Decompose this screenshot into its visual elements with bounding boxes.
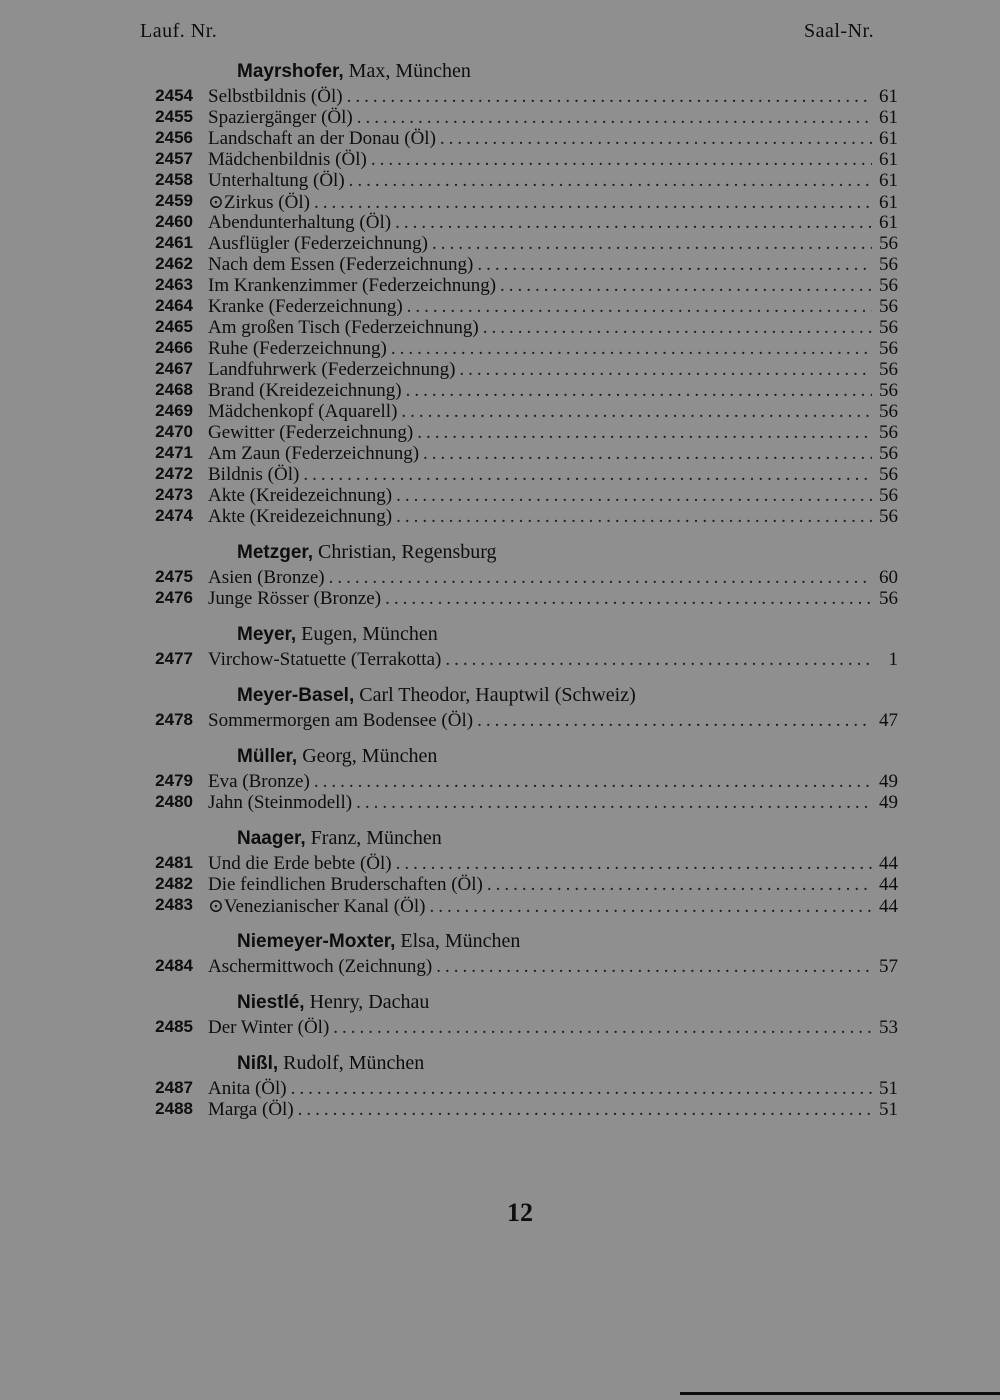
dot-leader <box>429 896 872 918</box>
artist-heading <box>0 58 1000 86</box>
catalog-entry <box>0 296 1000 317</box>
entry-line <box>208 443 898 465</box>
entry-line <box>208 191 898 214</box>
entry-title: Akte (Kreidezeichnung) <box>208 506 393 527</box>
artist-detail: Franz, München <box>305 827 442 849</box>
artist-name <box>237 1052 424 1075</box>
dot-leader <box>445 649 872 671</box>
entry-title: Der Winter (Öl) <box>208 1017 330 1038</box>
entry-title: Mädchenbildnis (Öl) <box>208 149 367 170</box>
entry-number: 2458 <box>155 170 193 189</box>
dot-leader <box>396 853 872 875</box>
entry-room-number: 56 <box>879 485 898 506</box>
catalog-entry <box>0 401 1000 422</box>
entry-room-number: 61 <box>879 128 898 149</box>
entry-line <box>208 874 898 896</box>
entry-room-number: 44 <box>879 896 898 917</box>
artist-surname: Nißl, <box>237 1053 279 1074</box>
entry-line <box>208 107 898 129</box>
entry-number: 2487 <box>155 1078 193 1097</box>
entry-room-number: 49 <box>879 771 898 792</box>
dot-leader <box>487 874 872 896</box>
artist-surname: Mayrshofer, <box>237 61 344 82</box>
entry-room-number: 56 <box>879 317 898 338</box>
entry-title: Mädchenkopf (Aquarell) <box>208 401 398 422</box>
entry-line <box>208 317 898 339</box>
entry-title: Landschaft an der Donau (Öl) <box>208 128 436 149</box>
catalog-entry <box>0 1078 1000 1099</box>
catalog-entry <box>0 359 1000 380</box>
dot-leader <box>417 422 872 444</box>
entry-line <box>208 86 898 108</box>
entry-room-number: 1 <box>888 649 898 670</box>
column-header-room-number: Saal-Nr. <box>804 20 875 42</box>
entry-number: 2463 <box>155 275 193 294</box>
dot-leader <box>395 212 872 234</box>
catalog-entry <box>0 1017 1000 1038</box>
dot-leader <box>440 128 872 150</box>
artist-detail: Carl Theodor, Hauptwil (Schweiz) <box>354 684 636 706</box>
entry-number: 2467 <box>155 359 193 378</box>
entry-number: 2476 <box>155 588 193 607</box>
entry-room-number: 56 <box>879 254 898 275</box>
catalog-entry <box>0 233 1000 254</box>
artist-name <box>237 60 471 83</box>
catalog-entry <box>0 191 1000 212</box>
entry-room-number: 61 <box>879 192 898 213</box>
catalog-entry <box>0 506 1000 527</box>
dot-leader <box>385 588 872 610</box>
artist-detail: Christian, Regensburg <box>313 541 497 563</box>
entry-title: Virchow-Statuette (Terrakotta) <box>208 649 442 670</box>
entry-room-number: 56 <box>879 401 898 422</box>
dot-leader <box>347 86 872 108</box>
artist-name <box>237 623 438 646</box>
entry-line <box>208 464 898 486</box>
entry-title: Nach dem Essen (Federzeichnung) <box>208 254 474 275</box>
entry-line <box>208 506 898 528</box>
entry-title: ⊙Venezianischer Kanal (Öl) <box>208 896 426 917</box>
entry-line <box>208 233 898 255</box>
catalog-entry <box>0 107 1000 128</box>
entry-number: 2465 <box>155 317 193 336</box>
catalog-entry <box>0 588 1000 609</box>
dot-leader <box>406 380 872 402</box>
entry-room-number: 44 <box>879 874 898 895</box>
entry-room-number: 61 <box>879 107 898 128</box>
dot-leader <box>314 192 872 214</box>
catalog-entry <box>0 170 1000 191</box>
dot-leader <box>436 956 872 978</box>
catalog-entry <box>0 771 1000 792</box>
dot-leader <box>423 443 872 465</box>
entry-line <box>208 128 898 150</box>
entry-number: 2479 <box>155 771 193 790</box>
entry-title: Und die Erde bebte (Öl) <box>208 853 392 874</box>
entry-line <box>208 792 898 814</box>
artist-surname: Metzger, <box>237 542 314 563</box>
dot-leader <box>477 710 872 732</box>
entry-number: 2474 <box>155 506 193 525</box>
entry-room-number: 56 <box>879 359 898 380</box>
entry-title: Am großen Tisch (Federzeichnung) <box>208 317 479 338</box>
entry-number: 2481 <box>155 853 193 872</box>
catalog-entry <box>0 380 1000 401</box>
artist-heading <box>0 539 1000 567</box>
entry-line <box>208 170 898 192</box>
catalog-entry <box>0 710 1000 731</box>
column-header-running-number: Lauf. Nr. <box>140 20 218 42</box>
dot-leader <box>401 401 872 423</box>
entry-room-number: 53 <box>879 1017 898 1038</box>
entry-title: Landfuhrwerk (Federzeichnung) <box>208 359 456 380</box>
entry-line <box>208 212 898 234</box>
dot-leader <box>371 149 872 171</box>
entry-number: 2455 <box>155 107 193 126</box>
artist-heading <box>0 1050 1000 1078</box>
entry-title: Marga (Öl) <box>208 1099 294 1120</box>
entry-title: Jahn (Steinmodell) <box>208 792 353 813</box>
entry-number: 2483 <box>155 895 193 914</box>
dot-leader <box>329 567 872 589</box>
artist-heading <box>0 743 1000 771</box>
catalog-entry <box>0 338 1000 359</box>
artist-name <box>237 827 442 850</box>
catalog-entry <box>0 853 1000 874</box>
entry-line <box>208 1017 898 1039</box>
artist-surname: Naager, <box>237 828 306 849</box>
dot-leader <box>500 275 872 297</box>
entry-title: Asien (Bronze) <box>208 567 325 588</box>
artist-heading <box>0 621 1000 649</box>
entry-room-number: 60 <box>879 567 898 588</box>
dot-leader <box>391 338 872 360</box>
entry-number: 2454 <box>155 86 193 105</box>
entry-line <box>208 275 898 297</box>
entry-number: 2466 <box>155 338 193 357</box>
entry-line <box>208 710 898 732</box>
entry-number: 2470 <box>155 422 193 441</box>
entry-line <box>208 401 898 423</box>
entry-title: Gewitter (Federzeichnung) <box>208 422 414 443</box>
entry-title: Die feindlichen Bruderschaften (Öl) <box>208 874 483 895</box>
catalog-entry <box>0 149 1000 170</box>
dot-leader <box>298 1099 872 1121</box>
entry-line <box>208 1078 898 1100</box>
artist-detail: Elsa, München <box>395 930 521 952</box>
entry-title: Akte (Kreidezeichnung) <box>208 485 393 506</box>
entry-title: Sommermorgen am Bodensee (Öl) <box>208 710 474 731</box>
dot-leader <box>477 254 872 276</box>
entry-title: Abendunterhaltung (Öl) <box>208 212 392 233</box>
artist-heading <box>0 825 1000 853</box>
entry-number: 2462 <box>155 254 193 273</box>
catalog-entry <box>0 567 1000 588</box>
dot-leader <box>349 170 872 192</box>
entry-number: 2457 <box>155 149 193 168</box>
entry-room-number: 44 <box>879 853 898 874</box>
entry-title: Spaziergänger (Öl) <box>208 107 353 128</box>
entry-number: 2461 <box>155 233 193 252</box>
entry-room-number: 56 <box>879 296 898 317</box>
entry-room-number: 49 <box>879 792 898 813</box>
entry-number: 2473 <box>155 485 193 504</box>
artist-surname: Müller, <box>237 746 298 767</box>
dot-leader <box>356 792 872 814</box>
dot-leader <box>396 506 872 528</box>
artist-surname: Meyer, <box>237 624 297 645</box>
entry-room-number: 56 <box>879 443 898 464</box>
dot-leader <box>432 233 872 255</box>
catalog-entry <box>0 212 1000 233</box>
catalog-entry <box>0 254 1000 275</box>
entry-number: 2471 <box>155 443 193 462</box>
catalog-entry <box>0 128 1000 149</box>
entry-line <box>208 649 898 671</box>
artist-heading <box>0 928 1000 956</box>
entry-title: Ausflügler (Federzeichnung) <box>208 233 429 254</box>
artist-surname: Niestlé, <box>237 992 305 1013</box>
entry-line <box>208 338 898 360</box>
entry-title: Brand (Kreidezeichnung) <box>208 380 402 401</box>
artist-name <box>237 684 636 707</box>
entry-room-number: 56 <box>879 380 898 401</box>
entry-number: 2459 <box>155 191 193 210</box>
entry-number: 2482 <box>155 874 193 893</box>
entry-number: 2469 <box>155 401 193 420</box>
entry-title: Selbstbildnis (Öl) <box>208 86 343 107</box>
dot-leader <box>483 317 872 339</box>
entry-line <box>208 771 898 793</box>
dot-leader <box>291 1078 872 1100</box>
catalog-entry <box>0 422 1000 443</box>
entry-line <box>208 956 898 978</box>
catalog-entry <box>0 649 1000 670</box>
bottom-rule <box>680 1392 1000 1395</box>
entry-number: 2485 <box>155 1017 193 1036</box>
entry-line <box>208 254 898 276</box>
artist-name <box>237 541 497 564</box>
entry-room-number: 51 <box>879 1078 898 1099</box>
entry-title: ⊙Zirkus (Öl) <box>208 192 310 213</box>
entry-line <box>208 422 898 444</box>
artist-detail: Henry, Dachau <box>304 991 430 1013</box>
catalog-entry <box>0 895 1000 916</box>
artist-detail: Eugen, München <box>296 623 438 645</box>
entry-number: 2480 <box>155 792 193 811</box>
artist-surname: Meyer-Basel, <box>237 685 355 706</box>
entry-line <box>208 485 898 507</box>
entry-room-number: 56 <box>879 338 898 359</box>
catalog-entry <box>0 792 1000 813</box>
catalog-entry <box>0 485 1000 506</box>
entry-room-number: 57 <box>879 956 898 977</box>
entry-number: 2468 <box>155 380 193 399</box>
catalog-entry <box>0 1099 1000 1120</box>
entry-line <box>208 588 898 610</box>
entry-number: 2478 <box>155 710 193 729</box>
entry-line <box>208 380 898 402</box>
entry-number: 2472 <box>155 464 193 483</box>
artist-surname: Niemeyer-Moxter, <box>237 931 396 952</box>
entry-room-number: 61 <box>879 86 898 107</box>
entry-number: 2484 <box>155 956 193 975</box>
entry-line <box>208 1099 898 1121</box>
entry-line <box>208 359 898 381</box>
entry-room-number: 47 <box>879 710 898 731</box>
catalog-entry <box>0 956 1000 977</box>
artist-heading <box>0 989 1000 1017</box>
entry-room-number: 56 <box>879 422 898 443</box>
dot-leader <box>333 1017 872 1039</box>
catalog-listing <box>0 58 1000 1120</box>
entry-room-number: 61 <box>879 170 898 191</box>
dot-leader <box>357 107 872 129</box>
dot-leader <box>314 771 872 793</box>
artist-name <box>237 930 520 953</box>
entry-title: Eva (Bronze) <box>208 771 310 792</box>
entry-number: 2456 <box>155 128 193 147</box>
entry-room-number: 56 <box>879 464 898 485</box>
artist-heading <box>0 682 1000 710</box>
entry-room-number: 61 <box>879 212 898 233</box>
catalog-entry <box>0 443 1000 464</box>
entry-title: Kranke (Federzeichnung) <box>208 296 403 317</box>
entry-line <box>208 149 898 171</box>
catalog-entry <box>0 86 1000 107</box>
page-number: 12 <box>507 1198 533 1227</box>
entry-room-number: 61 <box>879 149 898 170</box>
entry-number: 2464 <box>155 296 193 315</box>
entry-line <box>208 296 898 318</box>
entry-line <box>208 853 898 875</box>
entry-room-number: 56 <box>879 233 898 254</box>
entry-room-number: 56 <box>879 275 898 296</box>
entry-title: Aschermittwoch (Zeichnung) <box>208 956 433 977</box>
entry-line <box>208 567 898 589</box>
artist-detail: Max, München <box>343 60 471 82</box>
entry-room-number: 56 <box>879 506 898 527</box>
artist-detail: Rudolf, München <box>278 1052 425 1074</box>
entry-title: Anita (Öl) <box>208 1078 287 1099</box>
entry-room-number: 51 <box>879 1099 898 1120</box>
artist-name <box>237 991 429 1014</box>
dot-leader <box>407 296 872 318</box>
entry-title: Am Zaun (Federzeichnung) <box>208 443 420 464</box>
artist-name <box>237 745 437 768</box>
entry-number: 2475 <box>155 567 193 586</box>
catalog-entry <box>0 464 1000 485</box>
entry-title: Im Krankenzimmer (Federzeichnung) <box>208 275 497 296</box>
entry-title: Junge Rösser (Bronze) <box>208 588 382 609</box>
entry-number: 2477 <box>155 649 193 668</box>
entry-title: Unterhaltung (Öl) <box>208 170 345 191</box>
entry-number: 2488 <box>155 1099 193 1118</box>
artist-detail: Georg, München <box>297 745 438 767</box>
entry-room-number: 56 <box>879 588 898 609</box>
dot-leader <box>303 464 872 486</box>
entry-line <box>208 895 898 918</box>
entry-title: Bildnis (Öl) <box>208 464 300 485</box>
entry-title: Ruhe (Federzeichnung) <box>208 338 387 359</box>
catalog-entry <box>0 874 1000 895</box>
dot-leader <box>396 485 872 507</box>
catalog-entry <box>0 317 1000 338</box>
entry-number: 2460 <box>155 212 193 231</box>
dot-leader <box>459 359 872 381</box>
catalog-entry <box>0 275 1000 296</box>
